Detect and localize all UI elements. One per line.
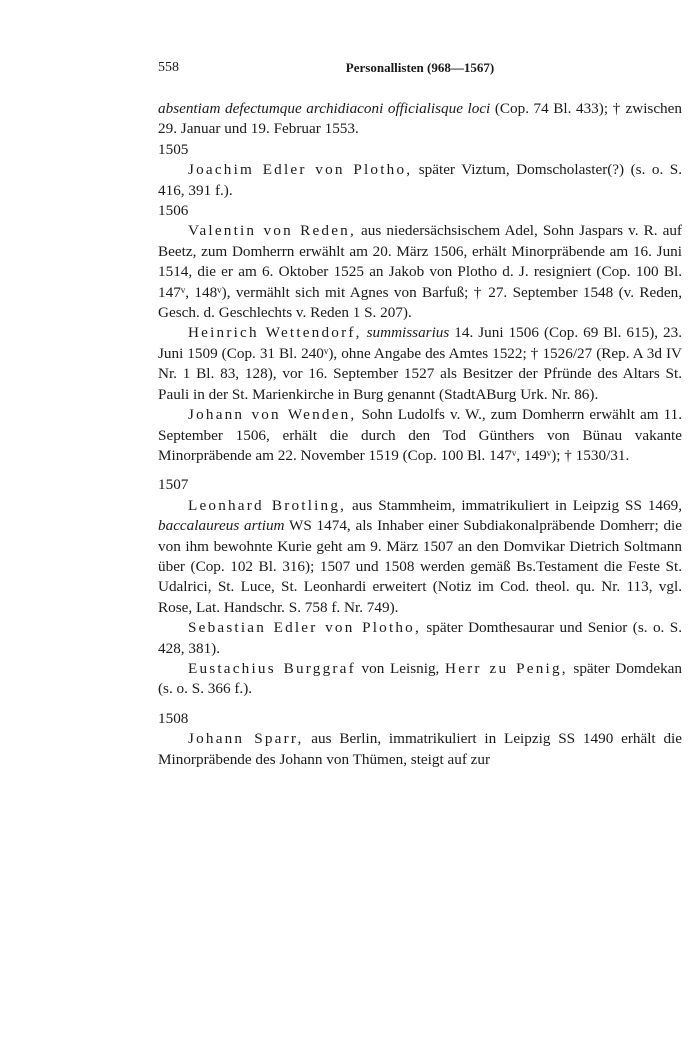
person-name: Johann Sparr, [188, 730, 304, 748]
person-name: Eustachius Burggraf [188, 659, 356, 677]
intro-text: (Cop. 74 Bl. 433); † zwischen 29. Januar und 19. Februar 1553. [158, 100, 682, 138]
person-title: Herr zu Penig, [445, 659, 568, 677]
page-number: 558 [158, 60, 179, 75]
entry-text: WS 1474, als Inhaber einer Subdiakonalpräbende Domherr; die von ihm bewohnte Kurie geht am 9. März 1507 an den Domvikar Dietrich Soltmann über (Cop. 102 Bl. 316); 1507 und 1508 werden gemäß Bs.Testament die Feste St. Udalrici, St. Luce, St. Leonhardi erweitert (Notiz im Cod. theol. qu. Nr. 113, vgl. Rose, Lat. Handschr. S. 758 f. Nr. 749). [158, 517, 682, 616]
page-header [158, 60, 682, 82]
person-name: Sebastian Edler von Plotho, [188, 619, 421, 637]
intro-paragraph [158, 99, 682, 140]
entry-eustachius-von-leisnig [158, 659, 682, 700]
book-page [158, 60, 682, 770]
year-heading-1507: 1507 [158, 476, 189, 494]
entry-text: später Domdekan (s. o. S. 366 f.). [158, 659, 683, 698]
entry-joachim-edler-von-plotho [158, 160, 682, 201]
entry-sebastian-edler-von-plotho [158, 618, 682, 659]
year-heading-1506: 1506 [158, 202, 189, 220]
entry-text: 14. Juni 1506 (Cop. 69 Bl. 615), 23. Juni 1509 (Cop. 31 Bl. 240ᵛ), ohne Angabe des Amtes 1522; † 1526/27 (Rep. A 3d IV Nr. 1 Bl. 83, 128), vor 16. September 1527 als Besitzer der Pfründe des Altars St. Pauli in der St. Marienkirche in Burg genannt (StadtABurg Urk. Nr. 86). [158, 324, 683, 403]
year-heading-1508: 1508 [158, 709, 189, 727]
entry-leonhard-brotling [158, 496, 682, 618]
page-body [158, 99, 682, 770]
running-title: Personallisten (968—1567) [345, 60, 495, 75]
intro-italic-text: absentiam defectumque archidiaconi officialisque loci [158, 100, 491, 117]
year-heading-1505: 1505 [158, 140, 189, 158]
person-name: Leonhard Brotling, [188, 496, 347, 514]
entry-johann-von-wenden [158, 405, 682, 466]
entry-heinrich-wettendorf [158, 323, 682, 405]
entry-text: später Viztum, Domscholaster(?) (s. o. S. 416, 391 f.). [158, 161, 682, 199]
entry-text: aus niedersächsischem Adel, Sohn Jaspars v. R. auf Beetz, zum Domherrn erwählt am 20. März 1506, erhält Minorpräbende am 16. Juni 1514, die er am 6. Oktober 1525 an Jakob von Plotho d. J. resigniert (Cop. 100 Bl. 147ᵛ, 148ᵛ), vermählt sich mit Agnes von Barfuß; † 27. September 1548 (v. Reden, Gesch. d. Geschlechts v. Reden 1 S. 207). [158, 222, 682, 322]
entry-johann-sparr [158, 729, 682, 770]
entry-valentin-von-reden [158, 221, 682, 323]
person-name: Johann von Wenden, [188, 406, 357, 424]
entry-text: Sohn Ludolfs v. W., zum Domherrn erwählt am 11. September 1506, erhält die durch den Tod Günthers von Bünau vakante Minorpräbende am 22. November 1519 (Cop. 100 Bl. 147ᵛ, 149ᵛ); † 1530/31. [158, 406, 683, 464]
person-name: Heinrich Wettendorf, [188, 324, 362, 342]
entry-italic-term: summissarius [366, 324, 450, 342]
person-name: Valentin von Reden, [188, 222, 356, 240]
entry-text: aus Berlin, immatrikuliert in Leipzig SS 1490 erhält die Minorpräbende des Johann von Thümen, steigt auf zur [158, 730, 682, 768]
entry-text: aus Stammheim, immatrikuliert in Leipzig SS 1469, [346, 496, 683, 514]
person-name: Joachim Edler von Plotho, [188, 161, 413, 179]
entry-text: später Domthesaurar und Senior (s. o. S. 428, 381). [158, 619, 682, 657]
entry-text: von Leisnig, [355, 659, 446, 677]
entry-italic-term: baccalaureus artium [158, 517, 285, 535]
